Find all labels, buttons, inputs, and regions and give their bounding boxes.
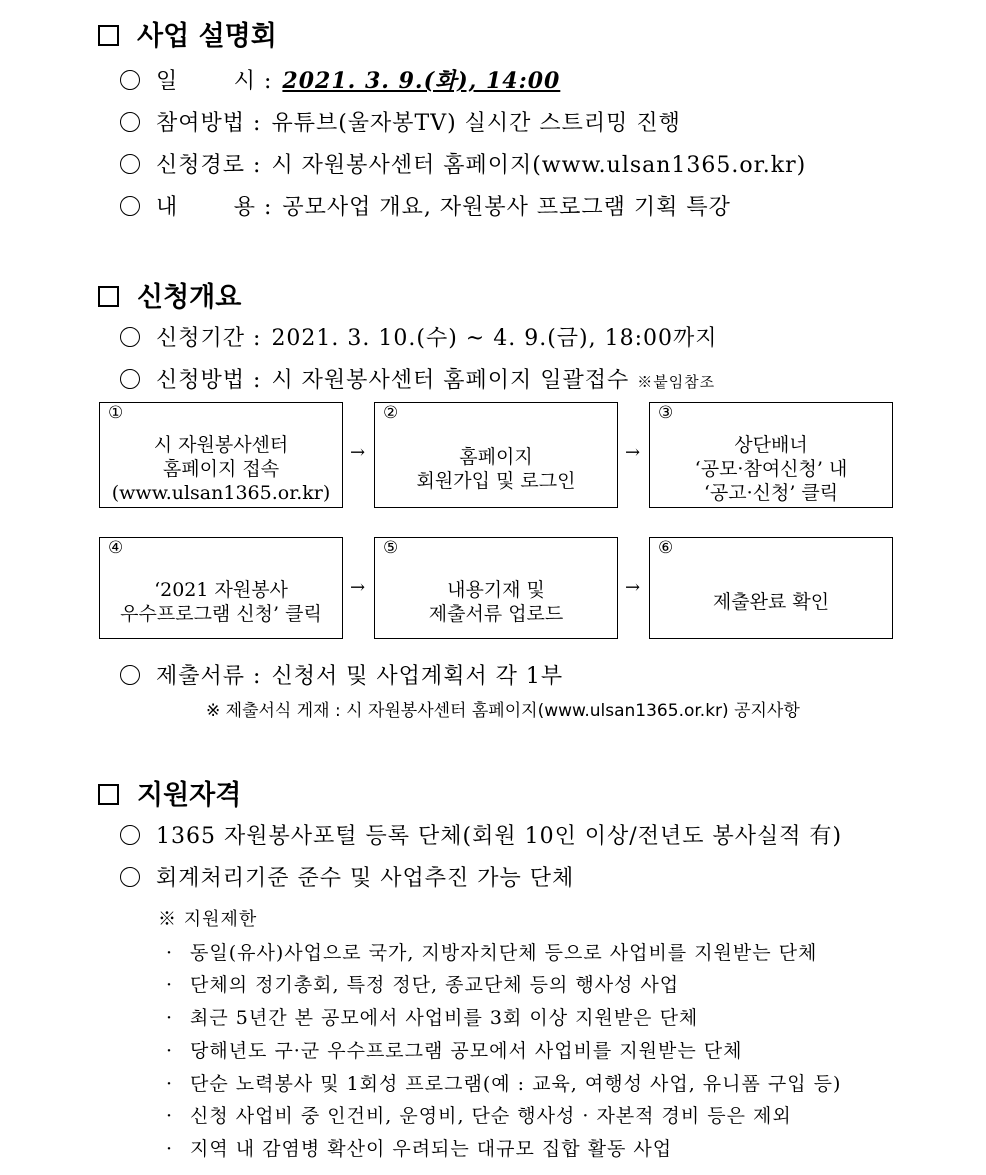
step-number: ⑥ [658, 538, 674, 558]
circle-bullet-icon [120, 369, 140, 389]
circle-bullet-icon [120, 196, 140, 216]
briefing-date-value: 2021. 3. 9.(화), 14:00 [282, 68, 561, 94]
application-period-row: 신청기간 : 2021. 3. 10.(수) ~ 4. 9.(금), 18:00까지 [120, 321, 718, 352]
step-number: ⑤ [383, 538, 399, 558]
circle-bullet-icon [120, 70, 140, 90]
section-title: 신청개요 [137, 282, 242, 313]
square-bullet-icon [98, 784, 119, 805]
step-number: ② [383, 403, 399, 423]
circle-bullet-icon [120, 665, 140, 685]
briefing-date-row: 일 시 : 2021. 3. 9.(화), 14:00 [120, 64, 560, 95]
restriction-item: · 신청 사업비 중 인건비, 운영비, 단순 행사성 · 자본적 경비 등은 제외 [166, 1105, 792, 1127]
restriction-title: ※ 지원제한 [158, 909, 258, 930]
circle-bullet-icon [120, 327, 140, 347]
step-box-4: ④ ‘2021 자원봉사 우수프로그램 신청’ 클릭 [99, 537, 343, 639]
eligibility-item: 1365 자원봉사포털 등록 단체(회원 10인 이상/전년도 봉사실적 有) [120, 819, 842, 850]
circle-bullet-icon [120, 154, 140, 174]
section-header-briefing [98, 14, 277, 53]
circle-bullet-icon [120, 825, 140, 845]
section-title: 사업 설명회 [137, 21, 277, 52]
briefing-route-row: 신청경로 : 시 자원봉사센터 홈페이지(www.ulsan1365.or.kr) [120, 148, 806, 179]
arrow-right-icon: → [350, 442, 366, 463]
square-bullet-icon [98, 286, 119, 307]
restriction-item: · 최근 5년간 본 공모에서 사업비를 3회 이상 지원받은 단체 [166, 1007, 699, 1029]
submission-note: ※ 제출서식 게재 : 시 자원봉사센터 홈페이지(www.ulsan1365.or.kr) 공지사항 [206, 701, 800, 721]
restriction-item: · 지역 내 감염병 확산이 우려되는 대규모 집합 활동 사업 [166, 1138, 673, 1160]
step-box-3: ③ 상단배너 ‘공모·참여신청’ 내 ‘공고·신청’ 클릭 [649, 402, 893, 508]
step-number: ④ [108, 538, 124, 558]
briefing-method-row: 참여방법 : 유튜브(울자봉TV) 실시간 스트리밍 진행 [120, 106, 681, 137]
eligibility-item: 회계처리기준 준수 및 사업추진 가능 단체 [120, 861, 574, 892]
briefing-content-row: 내 용 : 공모사업 개요, 자원봉사 프로그램 기획 특강 [120, 190, 731, 221]
restriction-item: · 단체의 정기총회, 특정 정단, 종교단체 등의 행사성 사업 [166, 974, 680, 996]
restriction-item: · 단순 노력봉사 및 1회성 프로그램(예 : 교육, 여행성 사업, 유니폼 구입 등) [166, 1073, 842, 1095]
arrow-right-icon: → [350, 577, 366, 598]
step-box-6: ⑥ 제출완료 확인 [649, 537, 893, 639]
circle-bullet-icon [120, 867, 140, 887]
step-box-5: ⑤ 내용기재 및 제출서류 업로드 [374, 537, 618, 639]
restriction-item: · 당해년도 구·군 우수프로그램 공모에서 사업비를 지원받는 단체 [166, 1040, 743, 1062]
step-number: ③ [658, 403, 674, 423]
circle-bullet-icon [120, 112, 140, 132]
step-box-1: ① 시 자원봉사센터 홈페이지 접속 (www.ulsan1365.or.kr) [99, 402, 343, 508]
label-spread: 일 시 [156, 69, 256, 94]
step-number: ① [108, 403, 124, 423]
square-bullet-icon [98, 25, 119, 46]
application-method-row: 신청방법 : 시 자원봉사센터 홈페이지 일괄접수 ※붙임참조 [120, 363, 715, 394]
section-header-application [98, 275, 241, 314]
arrow-right-icon: → [625, 442, 641, 463]
section-header-eligibility [98, 773, 241, 812]
section-title: 지원자격 [137, 780, 242, 811]
arrow-right-icon: → [625, 577, 641, 598]
method-note: ※붙임참조 [637, 373, 716, 391]
submission-docs-row: 제출서류 : 신청서 및 사업계획서 각 1부 [120, 659, 563, 690]
step-box-2: ② 홈페이지 회원가입 및 로그인 [374, 402, 618, 508]
restriction-item: · 동일(유사)사업으로 국가, 지방자치단체 등으로 사업비를 지원받는 단체 [166, 942, 818, 964]
